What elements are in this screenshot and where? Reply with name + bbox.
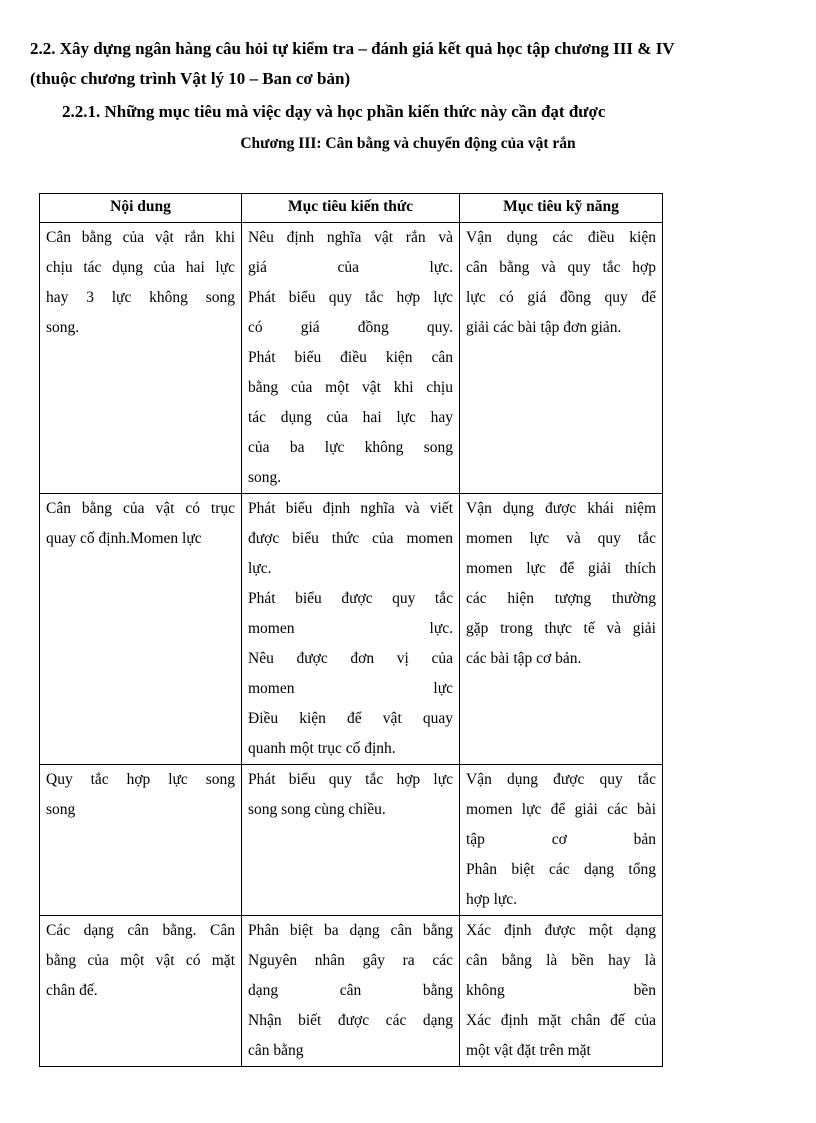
cell-line: Phát biểu điều kiện cân bbox=[248, 349, 453, 366]
cell-line: Điều kiện để vật quay bbox=[248, 710, 453, 727]
cell-line: các hiện tượng thường bbox=[466, 590, 656, 607]
table-row bbox=[40, 494, 663, 765]
table-row bbox=[40, 765, 663, 916]
cell-line: momen lực và quy tắc bbox=[466, 530, 656, 547]
cell-content bbox=[40, 494, 242, 765]
section-heading-line2: (thuộc chương trình Vật lý 10 – Ban cơ bản) bbox=[30, 69, 351, 88]
cell-line: Vận dụng được khái niệm bbox=[466, 500, 656, 517]
cell-line: các bài tập cơ bản. bbox=[466, 650, 582, 667]
cell-line: hay 3 lực không song bbox=[46, 289, 235, 306]
cell-line: Nguyên nhân gây ra các bbox=[248, 952, 453, 969]
cell-line: giá của lực. bbox=[248, 259, 453, 276]
cell-skill bbox=[460, 765, 663, 916]
cell-skill bbox=[460, 223, 663, 494]
cell-line: bằng của một vật có mặt bbox=[46, 952, 235, 969]
header-skill: Mục tiêu kỹ năng bbox=[460, 194, 663, 223]
cell-line: quanh một trục cố định. bbox=[248, 740, 396, 757]
cell-line: momen lực để giải các bài bbox=[466, 801, 656, 818]
cell-line: Phát biểu được quy tắc bbox=[248, 590, 453, 607]
cell-line: Xác định mặt chân đế của bbox=[466, 1012, 656, 1029]
subsection-heading: 2.2.1. Những mục tiêu mà việc dạy và học phần kiến thức này cần đạt được bbox=[62, 102, 606, 121]
cell-line: bằng của một vật khi chịu bbox=[248, 379, 453, 396]
cell-line: Các dạng cân bằng. Cân bbox=[46, 922, 235, 939]
cell-line: dạng cân bằng bbox=[248, 982, 453, 999]
cell-line: Nhận biết được các dạng bbox=[248, 1012, 453, 1029]
cell-line: Nêu định nghĩa vật rắn và bbox=[248, 229, 453, 246]
header-knowledge: Mục tiêu kiến thức bbox=[242, 194, 460, 223]
cell-line: có giá đồng quy. bbox=[248, 319, 453, 336]
cell-line: cân bằng và quy tắc hợp bbox=[466, 259, 656, 276]
cell-line: gặp trong thực tế và giải bbox=[466, 620, 656, 637]
cell-knowledge bbox=[242, 494, 460, 765]
cell-knowledge bbox=[242, 765, 460, 916]
cell-line: song. bbox=[248, 469, 282, 486]
cell-line: Cân bằng của vật có trục bbox=[46, 500, 235, 517]
cell-line: Quy tắc hợp lực song bbox=[46, 771, 235, 788]
cell-line: Phân biệt ba dạng cân bằng bbox=[248, 922, 453, 939]
cell-line: Nêu được đơn vị của bbox=[248, 650, 453, 667]
cell-line: Phát biểu quy tắc hợp lực bbox=[248, 289, 453, 306]
cell-line: song. bbox=[46, 319, 80, 336]
cell-knowledge bbox=[242, 916, 460, 1067]
cell-line: chịu tác dụng của hai lực bbox=[46, 259, 235, 276]
section-heading-line1: 2.2. Xây dựng ngân hàng câu hỏi tự kiểm tra – đánh giá kết quả học tập chương III & IV bbox=[30, 39, 675, 58]
cell-line: một vật đặt trên mặt bbox=[466, 1042, 591, 1059]
cell-line: hợp lực. bbox=[466, 891, 518, 908]
cell-content bbox=[40, 223, 242, 494]
cell-line: quay cố định.Momen lực bbox=[46, 530, 202, 547]
cell-line: lực. bbox=[248, 560, 272, 577]
table-row bbox=[40, 223, 663, 494]
cell-line: giải các bài tập đơn giản. bbox=[466, 319, 622, 336]
cell-line: của ba lực không song bbox=[248, 439, 453, 456]
cell-line: Phát biểu định nghĩa và viết bbox=[248, 500, 453, 517]
cell-content bbox=[40, 765, 242, 916]
cell-line: momen lực để giải thích bbox=[466, 560, 656, 577]
table-header-row bbox=[40, 194, 663, 223]
cell-skill bbox=[460, 494, 663, 765]
cell-line: tác dụng của hai lực hay bbox=[248, 409, 453, 426]
header-content: Nội dung bbox=[40, 194, 242, 223]
cell-line: được biểu thức của momen bbox=[248, 530, 453, 547]
cell-knowledge bbox=[242, 223, 460, 494]
cell-line: cân bằng bbox=[248, 1042, 304, 1059]
cell-line: Vận dụng các điều kiện bbox=[466, 229, 656, 246]
cell-line: momen lực bbox=[248, 680, 453, 697]
cell-line: cân bằng là bền hay là bbox=[466, 952, 656, 969]
objectives-table bbox=[39, 193, 663, 1067]
cell-line: Phân biệt các dạng tổng bbox=[466, 861, 656, 878]
cell-line: chân đế. bbox=[46, 982, 98, 999]
cell-line: lực có giá đồng quy để bbox=[466, 289, 656, 306]
cell-line: tập cơ bản bbox=[466, 831, 656, 848]
chapter-title: Chương III: Cân bằng và chuyển động của vật rắn bbox=[240, 135, 576, 152]
cell-line: Vận dụng được quy tắc bbox=[466, 771, 656, 788]
cell-line: không bền bbox=[466, 982, 656, 999]
cell-skill bbox=[460, 916, 663, 1067]
cell-line: song bbox=[46, 801, 76, 818]
cell-line: momen lực. bbox=[248, 620, 453, 637]
cell-line: Xác định được một dạng bbox=[466, 922, 656, 939]
cell-line: Phát biểu quy tắc hợp lực bbox=[248, 771, 453, 788]
cell-line: song song cùng chiều. bbox=[248, 801, 386, 818]
cell-line: Cân bằng của vật rắn khi bbox=[46, 229, 235, 246]
cell-content bbox=[40, 916, 242, 1067]
table-row bbox=[40, 916, 663, 1067]
